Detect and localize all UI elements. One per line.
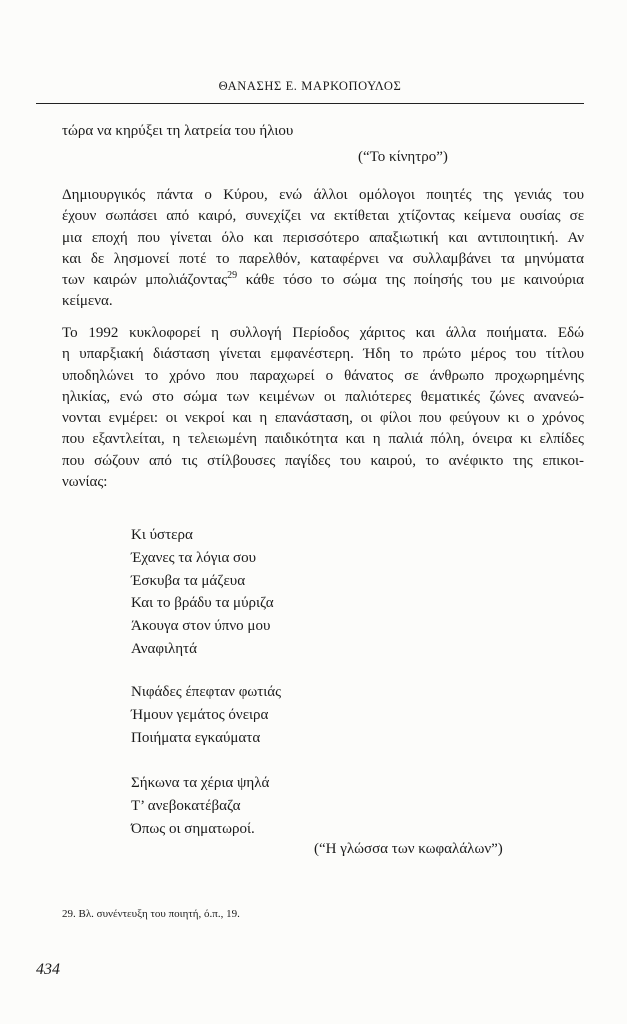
poem-line: Άκουγα στον ύπνο μου xyxy=(131,618,271,635)
poem-line: Τ’ ανεβοκατέβαζα xyxy=(131,797,241,814)
epigraph-line: τώρα να κηρύξει τη λατρεία του ήλιου xyxy=(62,123,294,139)
footnote: 29. Βλ. συνέντευξη του ποιητή, ό.π., 19. xyxy=(62,908,240,920)
text-segment: των καιρών μπολιάζοντας xyxy=(62,272,228,289)
poem-line: Ήμουν γεμάτος όνειρα xyxy=(131,706,269,723)
footnote-ref: 29 xyxy=(227,270,238,282)
poem-line: Ποιήματα εγκαύματα xyxy=(131,729,261,746)
text-line: νωνίας: xyxy=(62,474,108,491)
poem-line: Έχανες τα λόγια σου xyxy=(131,549,257,566)
page-number: 434 xyxy=(36,961,60,978)
epigraph-source: (“Το κίνητρο”) xyxy=(358,149,448,165)
poem-line: Έσκυβα τα μάζευα xyxy=(131,572,246,589)
header-rule xyxy=(36,103,584,104)
poem-line: Νιφάδες έπεφταν φωτιάς xyxy=(131,684,282,700)
paragraph-1 xyxy=(62,185,584,313)
text-line: Δημιουργικός πάντα ο Κύρου, ενώ άλλοι ομόλογοι ποιητές της γενιάς του xyxy=(62,187,584,203)
text-line: ηλικίας, ενώ στο σώμα των κειμένων οι παλιότερες θεματικές ζώνες ανανεώ- xyxy=(62,388,584,405)
poem-line: Κι ύστερα xyxy=(131,527,193,543)
poem-line: Όπως οι σηματωροί. xyxy=(131,820,255,837)
text-line: Το 1992 κυκλοφορεί η συλλογή Περίοδος χάριτος και άλλα ποιήματα. Εδώ xyxy=(62,325,584,341)
text-line: που σώζουν από τις στίλβουσες παγίδες του καιρού, το ανέφικτο της επικοι- xyxy=(62,452,584,469)
paragraph-2 xyxy=(62,323,584,493)
text-line: μια εποχή που γίνεται όλο και περισσότερο απαξιωτική και αντιποιητική. Αν xyxy=(62,229,584,246)
text-line: έχουν σωπάσει από καιρό, συνεχίζει να εκτίθεται χτίζοντας κείμενα ουσίας σε xyxy=(62,208,584,225)
text-segment: κάθε τόσο το σώμα της ποίησής του με καινούρια xyxy=(237,272,584,289)
text-line: κείμενα. xyxy=(62,293,113,310)
poem-stanza-1 xyxy=(131,524,274,661)
running-head: ΘΑΝΑΣΗΣ Ε. ΜΑΡΚΟΠΟΥΛΟΣ xyxy=(218,79,402,93)
poem-stanza-3 xyxy=(131,772,269,840)
text-line: υποδηλώνει το χρόνο που παραχωρεί ο θάνατος σε άνθρωπο προχωρημένης xyxy=(62,367,584,384)
text-line: νονται ενμέρει: οι νεκροί και η επανάσταση, οι φίλοι που φεύγουν κι ο χρόνος xyxy=(62,410,584,427)
poem-source: (“Η γλώσσα των κωφαλάλων”) xyxy=(314,841,503,857)
text-line: που εξαντλείται, η τελειωμένη παιδικότητα και η παλιά πόλη, όνειρα κι ελπίδες xyxy=(62,431,584,448)
poem-line: Και το βράδυ τα μύριζα xyxy=(131,595,274,612)
poem-stanza-2 xyxy=(131,681,281,749)
text-line xyxy=(62,270,584,291)
text-line: η υπαρξιακή διάσταση γίνεται εμφανέστερη. Ήδη το πρώτο μέρος του τίτλου xyxy=(62,346,584,363)
poem-line: Σήκωνα τα χέρια ψηλά xyxy=(131,775,270,791)
poem-line: Αναφιλητά xyxy=(131,640,197,657)
text-line: και δε λησμονεί ποτέ το παρελθόν, καταφέρνει να συλλαμβάνει τα μηνύματα xyxy=(62,250,584,267)
